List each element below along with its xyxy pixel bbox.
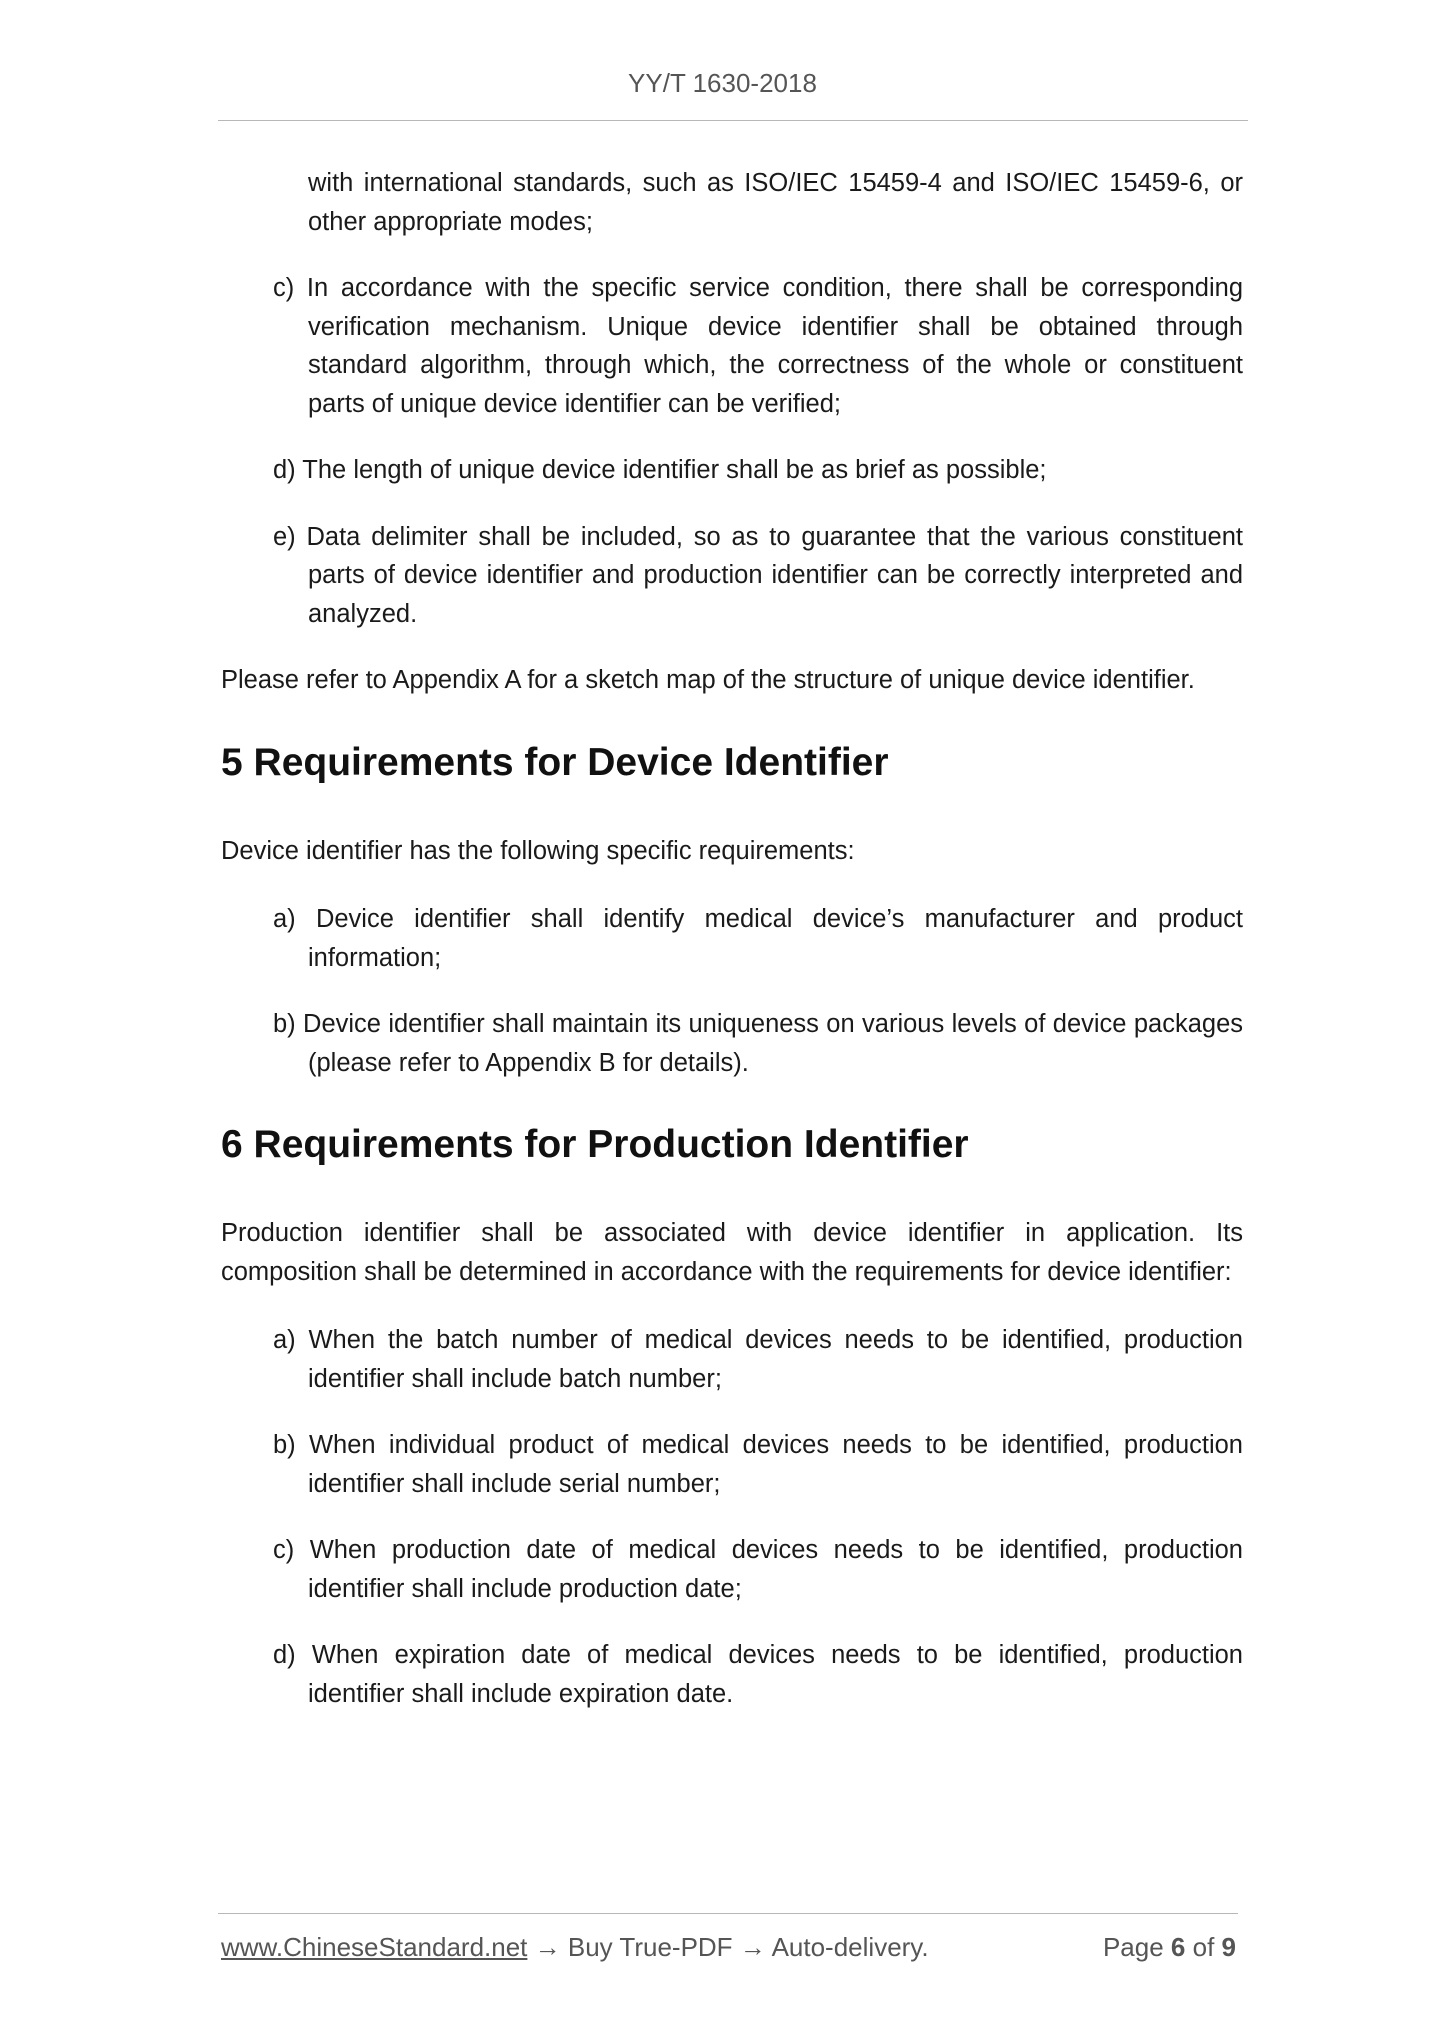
footer-divider [218, 1913, 1238, 1914]
header-divider [218, 120, 1248, 121]
list-item: b) Device identifier shall maintain its uniqueness on various levels of device packages (please refer to Appendix B for details). [273, 1010, 1243, 1077]
list-item: d) The length of unique device identifier shall be as brief as possible; [273, 456, 1047, 484]
section-5-heading: 5 Requirements for Device Identifier [221, 740, 889, 784]
total-pages: 9 [1221, 1932, 1236, 1962]
current-page: 6 [1170, 1932, 1186, 1962]
list-item: a) Device identifier shall identify medical device’s manufacturer and product information; [273, 905, 1243, 972]
page-of-label: of [1192, 1932, 1215, 1962]
document-code: YY/T 1630-2018 [628, 68, 817, 98]
website-link[interactable]: www.ChineseStandard.net [221, 1932, 528, 1962]
footer-tagline: → Buy True-PDF → Auto-delivery. [527, 1932, 929, 1962]
section-6-heading: 6 Requirements for Production Identifier [221, 1123, 969, 1166]
list-item: c) In accordance with the specific service condition, there shall be corresponding verification mechanism. Unique device identifier shall be obtained through standard algorithm, through which, the correctness of the whole or constituent parts of unique device identifier can be verified; [273, 274, 1243, 418]
document-body [221, 164, 1243, 1741]
page-footer [221, 1932, 1236, 1963]
page-header [0, 68, 1445, 99]
section-6-intro: Production identifier shall be associated with device identifier in application. Its composition shall be determined in accordance with the requirements for device identifier: [221, 1219, 1243, 1286]
page-indicator [1103, 1932, 1236, 1963]
page-label: Page [1102, 1932, 1164, 1962]
appendix-note: Please refer to Appendix A for a sketch map of the structure of unique device identifier. [221, 666, 1195, 694]
list-item: c) When production date of medical devices needs to be identified, production identifier shall include production date; [273, 1536, 1243, 1603]
list-item: b) When individual product of medical devices needs to be identified, production identifier shall include serial number; [273, 1431, 1243, 1498]
list-item: d) When expiration date of medical devices needs to be identified, production identifier shall include expiration date. [273, 1641, 1243, 1708]
section-5-intro: Device identifier has the following specific requirements: [221, 836, 855, 865]
list-item: a) When the batch number of medical devices needs to be identified, production identifier shall include batch number; [273, 1326, 1243, 1393]
list-item: e) Data delimiter shall be included, so as to guarantee that the various constituent parts of device identifier and production identifier can be correctly interpreted and analyzed. [273, 522, 1243, 628]
list-item-continuation: with international standards, such as ISO/IEC 15459-4 and ISO/IEC 15459-6, or other appropriate modes; [308, 169, 1243, 236]
